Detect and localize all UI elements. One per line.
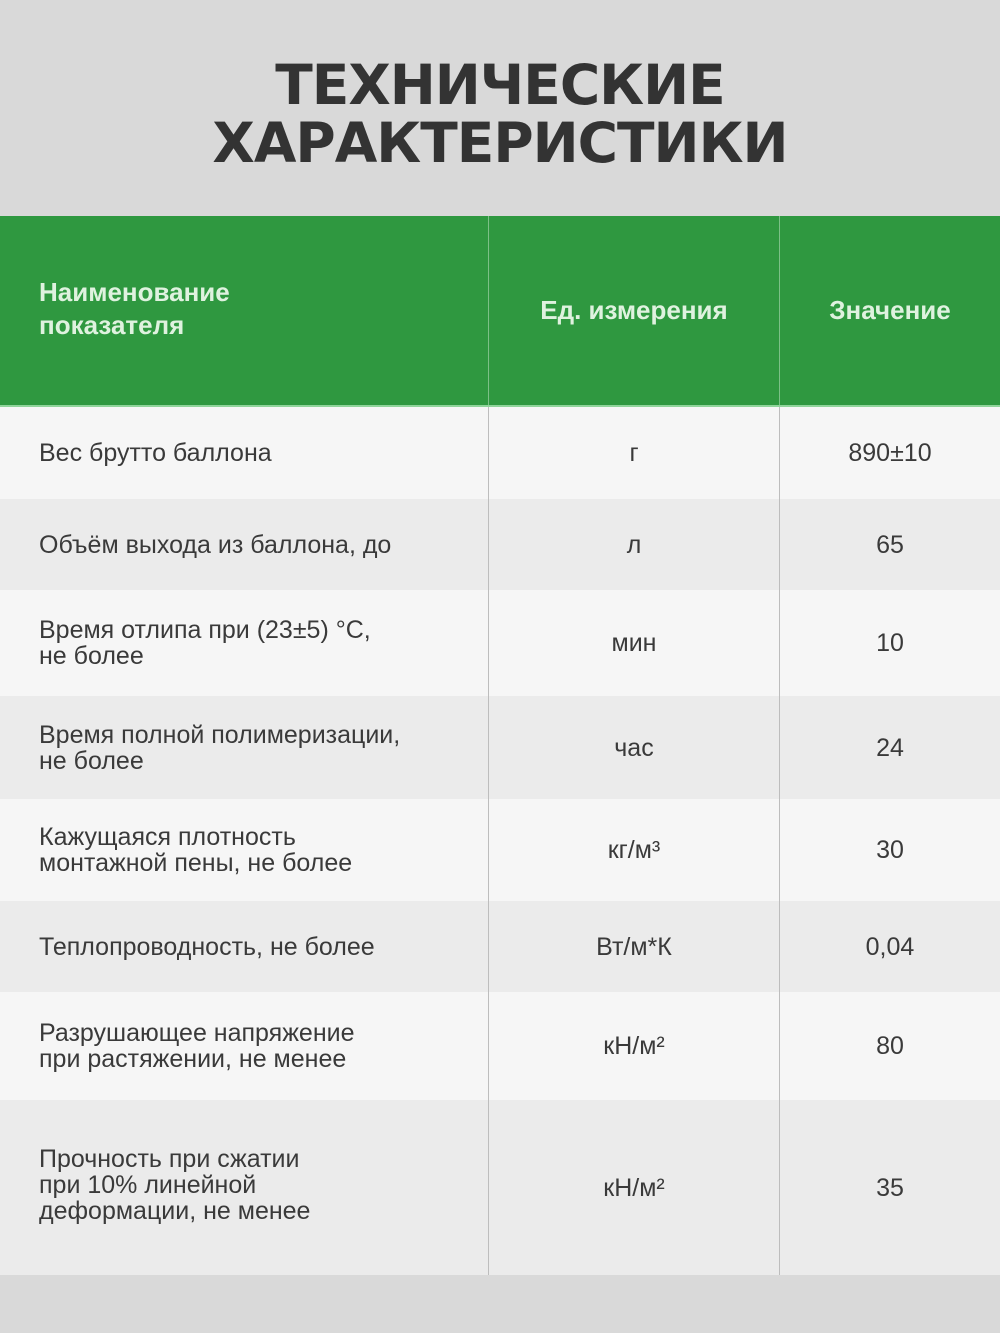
- row-name-line: при растяжении, не менее: [39, 1045, 347, 1073]
- table-row: [0, 992, 1000, 1100]
- page-title: [0, 53, 1000, 175]
- title-line-1: ТЕХНИЧЕСКИЕ: [275, 53, 725, 117]
- table-row: [0, 901, 1000, 992]
- row-name: [0, 696, 489, 799]
- table-header: [0, 216, 1000, 405]
- row-name-line: монтажной пены, не более: [39, 849, 353, 877]
- row-value: 30: [876, 836, 904, 864]
- row-unit: кН/м²: [489, 992, 780, 1100]
- table-row: [0, 590, 1000, 696]
- row-name: [0, 1100, 489, 1275]
- row-unit: кг/м³: [489, 799, 780, 901]
- row-name-line: Теплопроводность, не более: [39, 932, 375, 961]
- row-unit: час: [489, 696, 780, 799]
- row-value: 10: [876, 629, 904, 657]
- row-value: 35: [876, 1173, 904, 1202]
- row-name-line: не более: [39, 746, 144, 775]
- table-row: [0, 696, 1000, 799]
- row-name-line: Время отлипа при (23±5) °С,: [39, 616, 371, 644]
- row-unit: кН/м²: [489, 1100, 780, 1275]
- row-value: 24: [876, 733, 904, 762]
- table-row: [0, 799, 1000, 901]
- row-name-line: не более: [39, 642, 144, 670]
- header-name: [0, 216, 489, 405]
- row-name: [0, 590, 489, 696]
- row-name-line: Вес брутто баллона: [39, 439, 272, 467]
- row-name: [0, 992, 489, 1100]
- row-unit: г: [489, 407, 780, 499]
- row-value: 890±10: [848, 439, 932, 467]
- row-name-line: Время полной полимеризации,: [39, 720, 401, 749]
- row-unit: мин: [489, 590, 780, 696]
- row-name-line: Объём выхода из баллона, до: [39, 530, 392, 559]
- row-name: [0, 901, 489, 992]
- row-name-line: при 10% линейной: [39, 1170, 257, 1199]
- table-row: [0, 1100, 1000, 1275]
- row-name: [0, 799, 489, 901]
- row-value: 65: [876, 530, 904, 559]
- row-name: [0, 499, 489, 590]
- header-value: Значение: [829, 295, 951, 325]
- row-unit: Вт/м*К: [489, 901, 780, 992]
- row-name-line: Прочность при сжатии: [39, 1144, 300, 1173]
- row-name-line: деформации, не менее: [39, 1196, 311, 1225]
- row-name-line: Разрушающее напряжение: [39, 1019, 355, 1047]
- table-row: [0, 405, 1000, 499]
- row-unit: л: [489, 499, 780, 590]
- row-value: 0,04: [865, 932, 915, 961]
- row-name-line: Кажущаяся плотность: [39, 823, 296, 851]
- header-name-line1: Наименование: [39, 276, 230, 307]
- table-row: [0, 499, 1000, 590]
- header-name-line2: показателя: [39, 309, 185, 340]
- row-value: 80: [876, 1032, 904, 1060]
- title-line-2: ХАРАКТЕРИСТИКИ: [212, 111, 788, 175]
- row-name: [0, 407, 489, 499]
- specs-table: [0, 216, 1000, 1275]
- header-unit: Ед. измерения: [489, 216, 780, 405]
